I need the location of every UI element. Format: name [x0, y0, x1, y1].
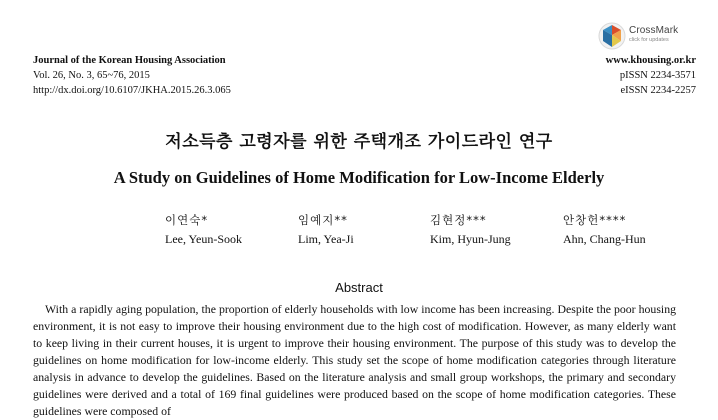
- journal-doi[interactable]: http://dx.doi.org/10.6107/JKHA.2015.26.3.065: [33, 85, 231, 96]
- paper-title-korean: 저소득층 고령자를 위한 주택개조 가이드라인 연구: [165, 132, 553, 152]
- journal-eissn: eISSN 2234-2257: [620, 85, 696, 96]
- abstract-text: With a rapidly aging population, the proportion of elderly households with low income has been increasing. Despite the poor housing environment, it is not easy to improve their housing environment due to the high cost of modification. However, as many elderly want to keep living in their current houses, it is urgent to improve their housing environment. The purpose of this study was to develop the guidelines on home modification for low-income elderly. This study set the scope of home modification categories through literature analysis in advance to develop the guidelines. Based on the literature analysis and small group workshops, the primary and secondary guidelines were derived and a total of 169 final guidelines were produced based on the scope of home modification categories. These guidelines were composed of: [33, 302, 676, 418]
- author-name-english: Lee, Yeun-Sook: [165, 232, 242, 246]
- author-name-korean: 안창헌****: [563, 213, 627, 227]
- author-name-korean: 김현정***: [430, 213, 487, 227]
- author-name-english: Ahn, Chang-Hun: [563, 232, 646, 246]
- author-name-korean: 이연숙*: [165, 213, 209, 227]
- author-name-korean: 임예지**: [298, 213, 348, 227]
- author-2: [298, 211, 354, 249]
- crossmark-sublabel: click for updates: [629, 37, 669, 43]
- journal-pissn: pISSN 2234-3571: [619, 70, 696, 81]
- paper-title-english: A Study on Guidelines of Home Modification for Low-Income Elderly: [113, 168, 605, 187]
- author-4: [563, 211, 646, 249]
- journal-website[interactable]: www.khousing.or.kr: [605, 55, 696, 66]
- author-1: [165, 211, 242, 249]
- journal-info: [33, 53, 231, 98]
- journal-issn-info: [606, 53, 696, 98]
- journal-name: Journal of the Korean Housing Association: [33, 55, 226, 66]
- crossmark-label: CrossMark: [629, 25, 679, 36]
- crossmark-badge[interactable]: [598, 21, 698, 51]
- author-3: [430, 211, 511, 249]
- abstract-heading: Abstract: [335, 280, 383, 295]
- author-name-english: Kim, Hyun-Jung: [430, 232, 511, 246]
- author-name-english: Lim, Yea-Ji: [298, 232, 354, 246]
- crossmark-icon: [598, 21, 626, 51]
- journal-citation: Vol. 26, No. 3, 65~76, 2015: [33, 70, 150, 81]
